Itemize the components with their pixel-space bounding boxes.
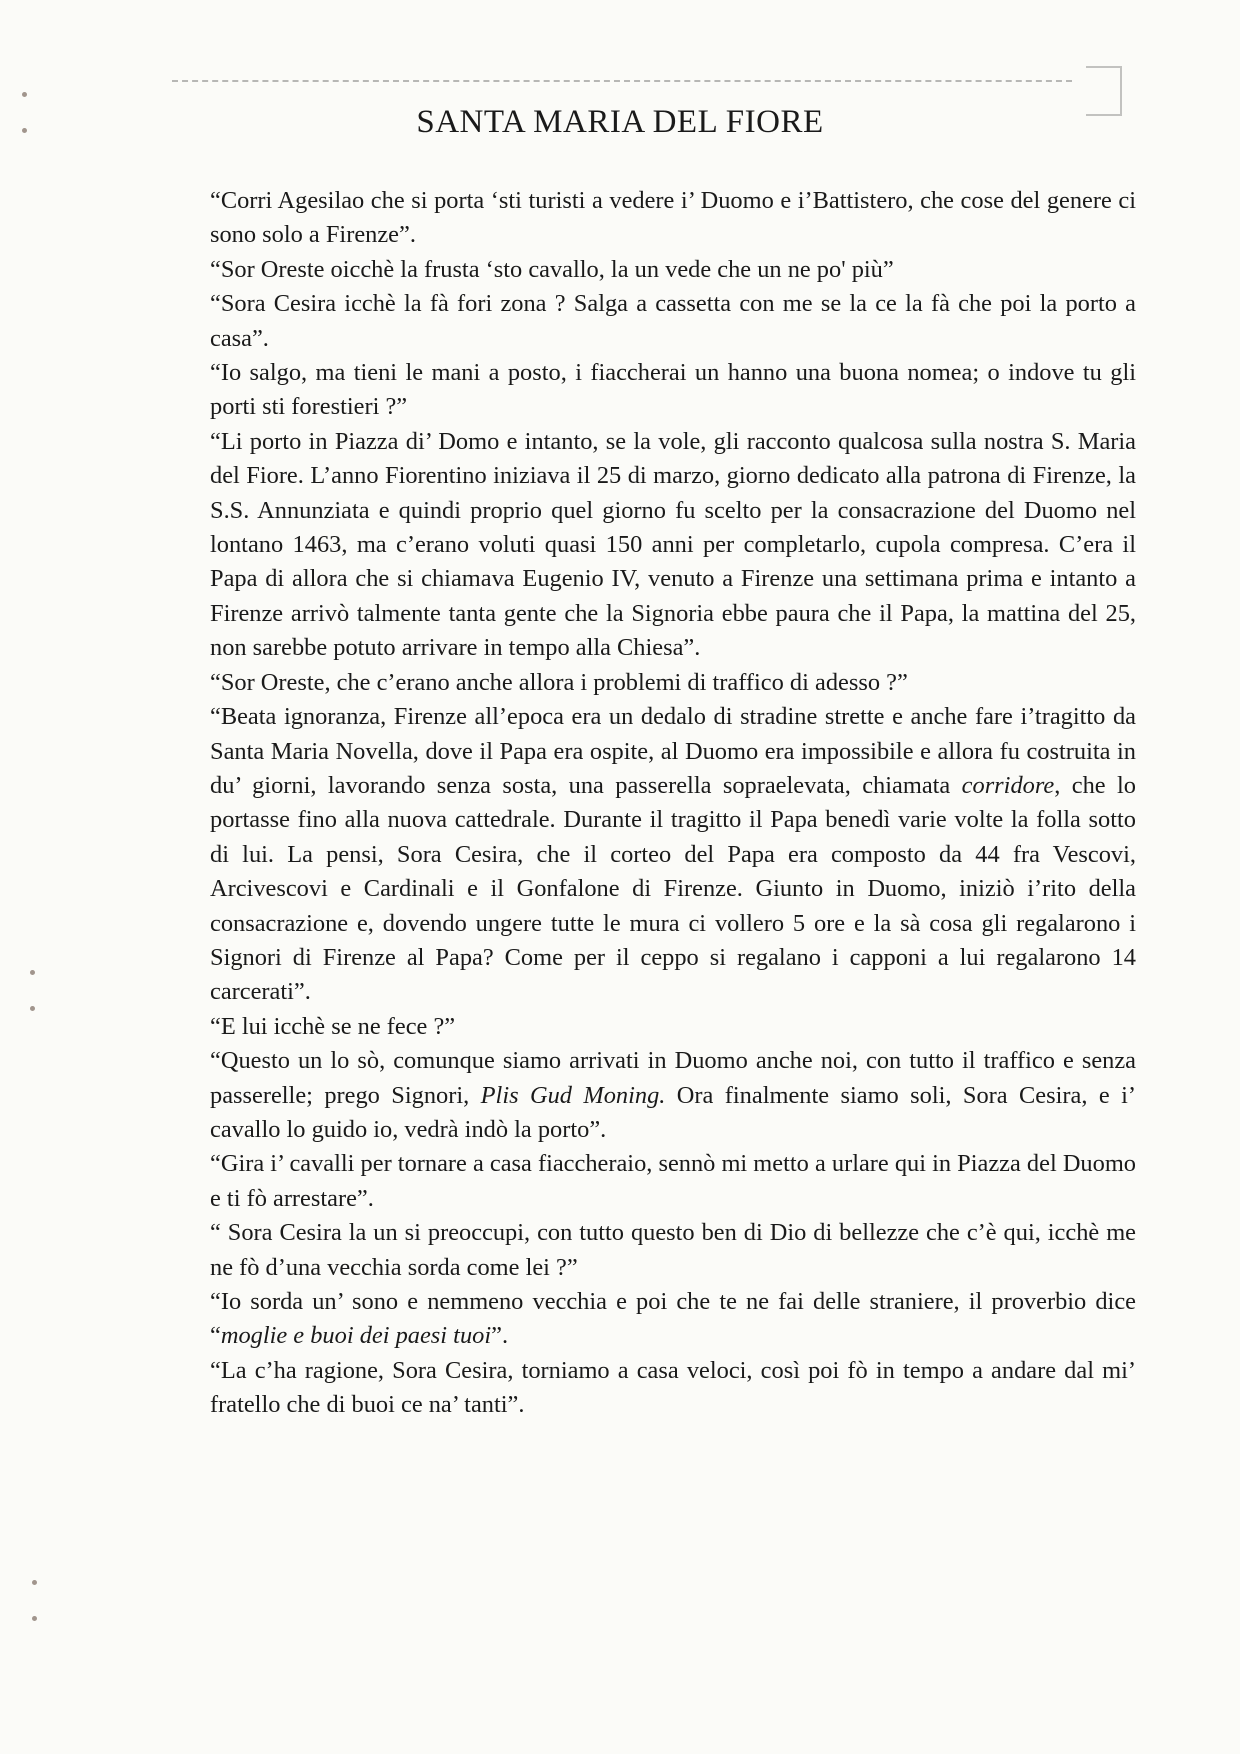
dialogue-paragraph [210,253,1136,287]
punch-hole-mark [32,1616,37,1621]
text-segment: “Questo un lo sò, comunque siamo arrivati in Duomo anche noi, con tutto il traffico e senza passerelle; prego Signori, [210,1047,1136,1109]
text-segment: “E lui icchè se ne fece ?” [210,1012,456,1040]
scan-top-rule [172,80,1072,82]
text-segment: Ora finalmente siamo soli, Sora Cesira, e i’ cavallo lo guido io, vedrà indò la porto”. [210,1081,1136,1143]
punch-hole-mark [30,1006,35,1011]
text-segment: “Io sorda un’ sono e nemmeno vecchia e poi che te ne fai delle straniere, il proverbio dice “ [210,1288,1136,1350]
text-segment: “Io salgo, ma tieni le mani a posto, i fiaccherai un hanno una buona nomea; o indove tu gli porti sti forestieri ?” [210,359,1136,421]
text-segment: “Sor Oreste, che c’erano anche allora i problemi di traffico di adesso ?” [210,668,908,696]
dialogue-paragraph [210,700,1136,1010]
story-text [210,184,1136,1423]
italic-phrase: moglie e buoi dei paesi tuoi [220,1322,492,1350]
punch-hole-mark [32,1580,37,1585]
punch-hole-mark [22,92,27,97]
dialogue-paragraph [210,1010,1136,1044]
text-segment: “Beata ignoranza, Firenze all’epoca era un dedalo di stradine strette e anche fare i’tragitto da Santa Maria Novella, dove il Papa era ospite, al Duomo era impossibile e allora fu costruita in du’ giorni, lavorando senza sosta, una passerella sopraelevata, chiamata [210,703,1136,799]
italic-phrase: corridore [961,771,1055,799]
dialogue-paragraph [210,1216,1136,1285]
text-segment: “Gira i’ cavalli per tornare a casa fiaccheraio, sennò mi metto a urlare qui in Piazza del Duomo e ti fò arrestare”. [210,1150,1136,1212]
dialogue-paragraph [210,425,1136,666]
dialogue-paragraph [210,184,1136,253]
dialogue-paragraph [210,1044,1136,1147]
dialogue-paragraph [210,1285,1136,1354]
text-segment: “Corri Agesilao che si porta ‘sti turisti a vedere i’ Duomo e i’Battistero, che cose del genere ci sono solo a Firenze”. [210,187,1136,249]
text-segment: “Li porto in Piazza di’ Domo e intanto, se la vole, gli racconto qualcosa sulla nostra S. Maria del Fiore. L’anno Fiorentino iniziava il 25 di marzo, giorno dedicato alla patrona di Firenze, la S.S. Annunziata e quindi proprio quel giorno fu scelto per la consacrazione del Duomo nel lontano 1463, ma c’erano voluti quasi 150 anni per completarlo, cupola compresa. C’era il Papa di allora che si chiamava Eugenio IV, venuto a Firenze una settimana prima e intanto a Firenze arrivò talmente tanta gente che la Signoria ebbe paura che il Papa, la mattina del 25, non sarebbe potuto arrivare in tempo alla Chiesa”. [210,427,1136,662]
punch-hole-mark [30,970,35,975]
dialogue-paragraph [210,1147,1136,1216]
text-segment: “Sor Oreste oicchè la frusta ‘sto cavallo, la un vede che un ne po' più” [210,255,894,283]
text-segment: “La c’ha ragione, Sora Cesira, torniamo a casa veloci, così poi fò in tempo a andare dal mi’ fratello che di buoi ce na’ tanti”. [210,1356,1136,1419]
text-segment: “Sora Cesira icchè la fà fori zona ? Salga a cassetta con me se la ce la fà che poi la porto a casa”. [210,290,1136,352]
dialogue-paragraph [210,356,1136,425]
text-segment: , che lo portasse fino alla nuova cattedrale. Durante il tragitto il Papa benedì varie volte la folla sotto di lui. La pensi, Sora Cesira, che il corteo del Papa era composto da 44 fra Vescovi, Arcivescovi e Cardinali e il Gonfalone di Firenze. Giunto in Duomo, iniziò i’rito della consacrazione e, dovendo ungere tutte le mura ci vollero 5 ore e la sà cosa gli regalarono i Signori di Firenze al Papa? Come per il ceppo si regalano i capponi a lui regalarono 14 carcerati”. [210,771,1136,1006]
text-segment: ”. [491,1322,509,1350]
italic-phrase: Plis Gud Moning. [480,1081,666,1109]
dialogue-paragraph [210,666,1136,700]
dialogue-paragraph [210,287,1136,356]
dialogue-paragraph [210,1354,1136,1423]
text-segment: “ Sora Cesira la un si preoccupi, con tutto questo ben di Dio di bellezze che c’è qui, icchè me ne fò d’una vecchia sorda come lei ?” [210,1219,1136,1281]
page-title: SANTA MARIA DEL FIORE [416,104,824,140]
